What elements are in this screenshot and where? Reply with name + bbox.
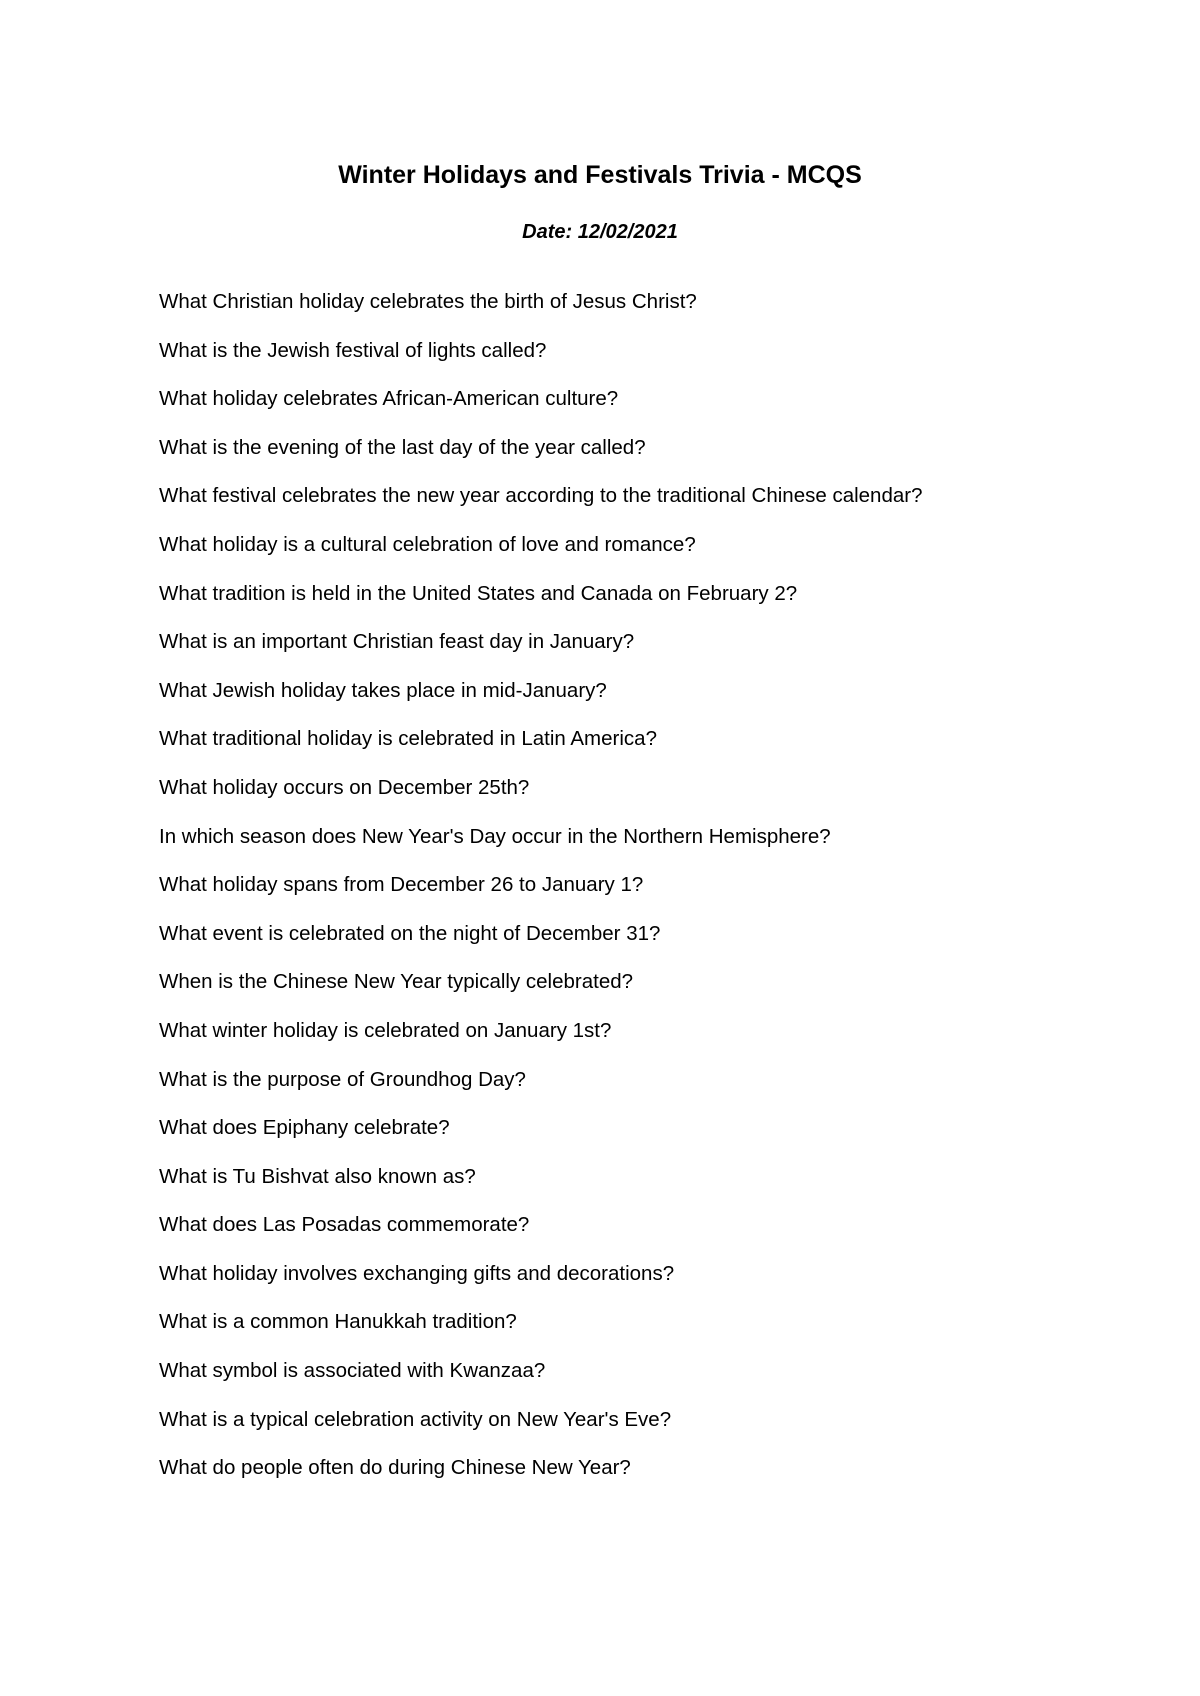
question-item: What does Las Posadas commemorate? [159,1213,530,1237]
question-item: When is the Chinese New Year typically celebrated? [159,970,634,994]
question-item: In which season does New Year's Day occur in the Northern Hemisphere? [159,824,831,848]
question-item: What Christian holiday celebrates the birth of Jesus Christ? [159,290,697,313]
question-item: What is an important Christian feast day in January? [159,630,635,654]
question-item: What does Epiphany celebrate? [159,1116,450,1140]
question-item: What winter holiday is celebrated on January 1st? [159,1018,612,1042]
question-item: What tradition is held in the United States and Canada on February 2? [159,581,798,605]
question-item: What Jewish holiday takes place in mid-January? [159,678,607,702]
question-item: What is the purpose of Groundhog Day? [159,1067,526,1091]
question-list [159,290,999,1505]
question-item: What holiday is a cultural celebration of love and romance? [159,532,696,556]
question-item: What is the evening of the last day of the year called? [159,435,646,459]
question-item: What is the Jewish festival of lights called? [159,338,547,362]
page-title: Winter Holidays and Festivals Trivia - MCQS [338,161,862,189]
question-item: What holiday celebrates African-American culture? [159,387,619,411]
question-item: What festival celebrates the new year according to the traditional Chinese calendar? [159,484,923,508]
question-item: What is a typical celebration activity on New Year's Eve? [159,1407,672,1431]
question-item: What holiday involves exchanging gifts and decorations? [159,1261,675,1285]
question-item: What is a common Hanukkah tradition? [159,1310,517,1334]
question-item: What traditional holiday is celebrated in Latin America? [159,727,657,751]
question-item: What symbol is associated with Kwanzaa? [159,1359,546,1383]
question-item: What holiday spans from December 26 to January 1? [159,873,644,897]
question-item: What holiday occurs on December 25th? [159,775,530,799]
question-item: What is Tu Bishvat also known as? [159,1164,476,1188]
question-item: What event is celebrated on the night of December 31? [159,921,661,945]
question-item: What do people often do during Chinese New Year? [159,1456,631,1480]
document-date: Date: 12/02/2021 [522,221,678,243]
